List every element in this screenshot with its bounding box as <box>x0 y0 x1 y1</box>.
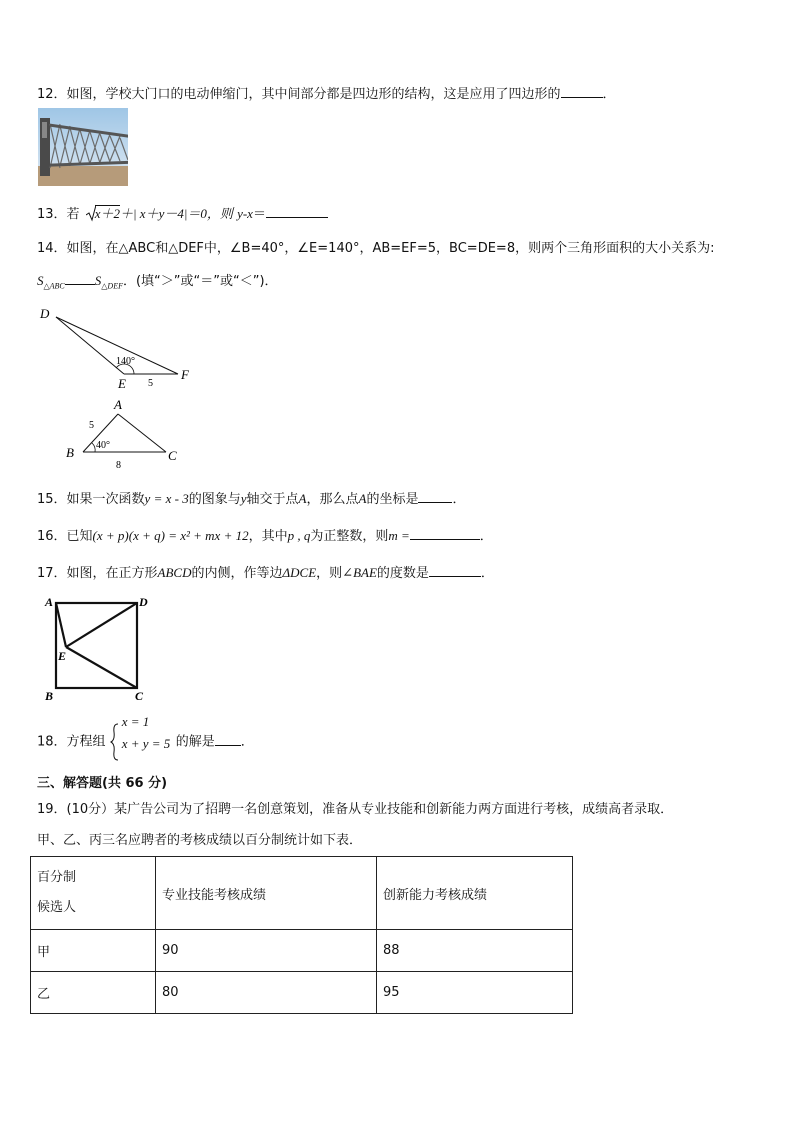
label-f: F <box>181 367 189 382</box>
question-18: 18．方程组 x = 1 x + y = 5 的解是 ． <box>37 722 254 762</box>
label-angle-140: 140° <box>116 356 135 367</box>
gate-photo <box>38 108 128 186</box>
table-row <box>31 930 573 972</box>
score-table <box>30 856 573 1014</box>
question-12: 12．如图，学校大门口的电动伸缩门，其中间部分都是四边形的结构，这是应用了四边形的 ． <box>37 83 616 104</box>
q12-answer-blank[interactable] <box>561 83 603 98</box>
label-ab-5: 5 <box>89 420 94 431</box>
q13-answer-blank[interactable] <box>266 203 328 218</box>
brace-icon <box>110 722 120 762</box>
triangle-abc <box>66 397 177 470</box>
sqrt-icon <box>86 204 96 222</box>
label-c: C <box>168 448 177 463</box>
label-angle-40: 40° <box>96 440 110 451</box>
q16-answer-blank[interactable] <box>410 525 480 540</box>
table-header-row <box>31 857 573 930</box>
equation-system: x = 1 x + y = 5 <box>110 722 176 762</box>
label-b: B <box>45 689 54 703</box>
triangle-figures <box>36 302 206 470</box>
question-17: 17．如图，在正方形ABCD的内侧，作等边ΔDCE，则∠BAE的度数是 ． <box>37 562 494 583</box>
label-d: D <box>139 595 148 609</box>
cell-name: 甲 <box>31 930 156 972</box>
question-14-line2: $S_{\triangle ABC}$ $S_{\triangle DEF}$．(填“＞”或“＝”或“＜”)． <box>37 270 278 296</box>
label-e: E <box>118 376 126 391</box>
cell-innovation: 95 <box>377 972 573 1014</box>
q14-answer-blank[interactable] <box>65 270 95 285</box>
q17-answer-blank[interactable] <box>429 562 481 577</box>
sqrt-expression: x＋2 <box>86 205 120 224</box>
q15-answer-blank[interactable] <box>418 488 452 503</box>
label-ef-5: 5 <box>148 378 153 389</box>
header-innovation: 创新能力考核成绩 <box>377 857 573 930</box>
label-a: A <box>45 595 54 609</box>
label-e: E <box>58 649 67 663</box>
angle-arc-icon <box>92 443 95 452</box>
q18-answer-blank[interactable] <box>215 731 241 746</box>
section-heading: 三、解答题(共 66 分) <box>37 776 168 791</box>
header-corner-cell: 百分制 候选人 <box>31 857 156 930</box>
question-15: 15．如果一次函数y = x - 3的图象与y轴交于点A，那么点A的坐标是 ． <box>37 488 465 509</box>
label-a: A <box>114 397 122 412</box>
question-19-line2: 甲、乙、丙三名应聘者的考核成绩以百分制统计如下表． <box>37 833 363 848</box>
cell-innovation: 88 <box>377 930 573 972</box>
question-14: 14．如图，在△ABC和△DEF中，∠B=40°，∠E=140°，AB=EF=5，BC=DE=8，则两个三角形面积的大小关系为: <box>37 241 715 256</box>
question-13: 13．若 x＋2＋| x＋y－4|＝0，则 y-x＝ <box>37 203 328 224</box>
label-d: D <box>40 306 50 321</box>
question-16: 16．已知(x + p)(x + q) = x² + mx + 12，其中p , q为正整数，则m = ． <box>37 525 493 546</box>
label-bc-8: 8 <box>116 460 121 470</box>
square-figure <box>42 592 154 704</box>
cell-name: 乙 <box>31 972 156 1014</box>
table-row <box>31 972 573 1014</box>
cell-skill: 80 <box>156 972 377 1014</box>
triangle-def <box>39 306 190 391</box>
q12-text: 12．如图，学校大门口的电动伸缩门，其中间部分都是四边形的结构，这是应用了四边形的 <box>37 87 561 102</box>
gate-photo-label: 电动伸缩门 <box>83 183 88 184</box>
label-b: B <box>66 445 74 460</box>
header-skill: 专业技能考核成绩 <box>156 857 377 930</box>
label-c: C <box>135 689 144 703</box>
question-19: 19．(10分）某广告公司为了招聘一名创意策划，准备从专业技能和创新能力两方面进行考核，成绩高者录取． <box>37 802 674 817</box>
cell-skill: 90 <box>156 930 377 972</box>
